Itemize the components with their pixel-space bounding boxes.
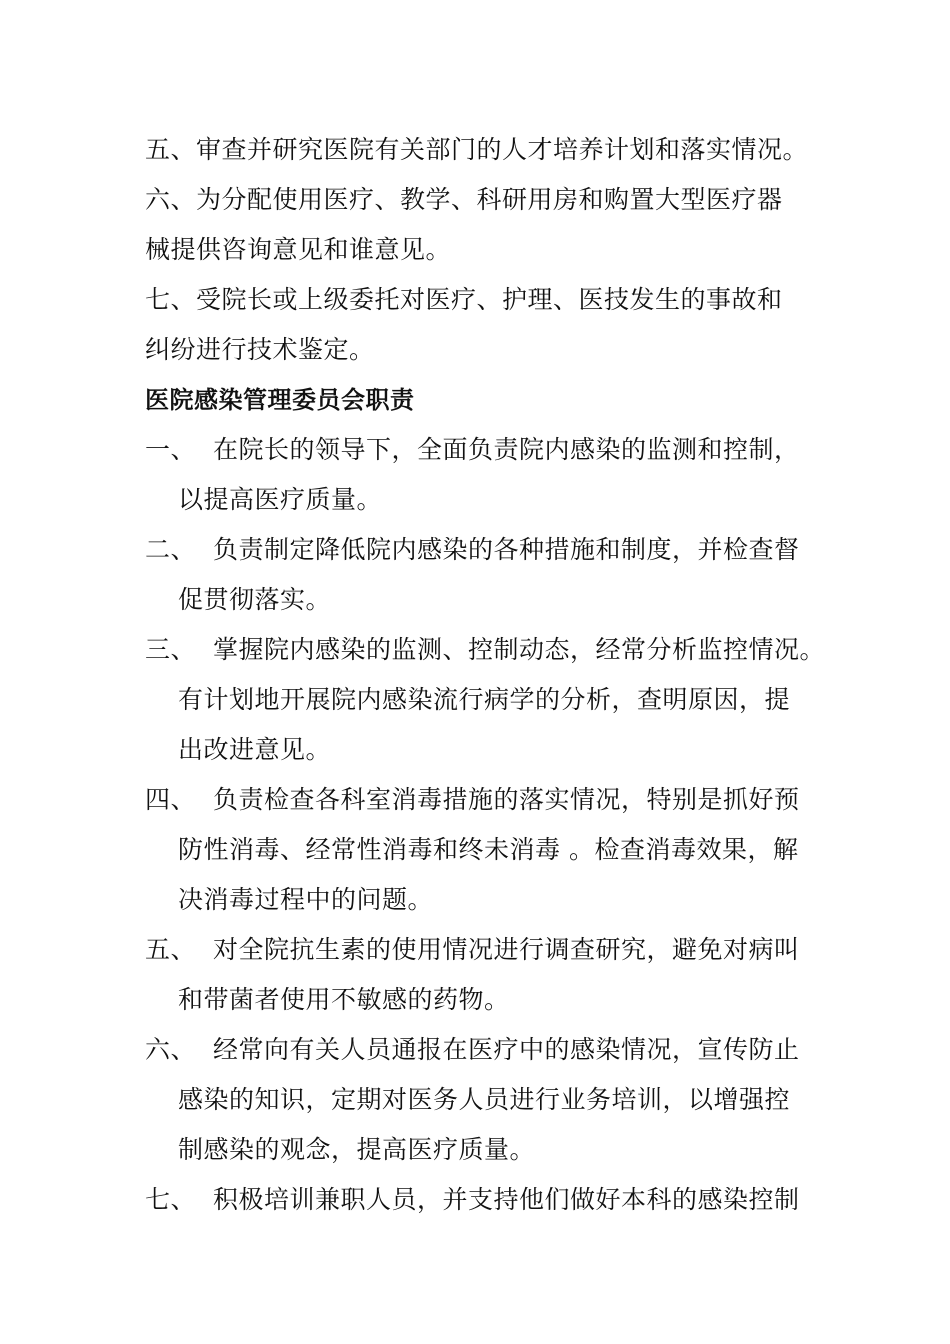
section-title: 医院感染管理委员会职责 [145, 386, 415, 414]
list-item-first-line [145, 934, 800, 966]
list-item-text: 对全院抗生素的使用情况进行调查研究，避免对病叫 [213, 935, 800, 964]
list-item-number: 三、 [145, 635, 197, 664]
list-item-continuation: 感染的知识，定期对医务人员进行业务培训，以增强控 [178, 1085, 791, 1114]
list-item-continuation: 制感染的观念，提高医疗质量。 [178, 1135, 536, 1164]
list-item-first-line [145, 634, 825, 666]
list-item-text: 掌握院内感染的监测、控制动态，经常分析监控情况。 [213, 635, 826, 664]
paragraph-line: 五、审查并研究医院有关部门的人才培养计划和落实情况。 [145, 135, 809, 164]
paragraph-line: 六、为分配使用医疗、教学、科研用房和购置大型医疗器 [145, 185, 783, 214]
list-item-number: 七、 [145, 1185, 197, 1214]
list-item-number: 四、 [145, 785, 197, 814]
list-item-number: 一、 [145, 435, 197, 464]
list-item-continuation: 和带菌者使用不敏感的药物。 [178, 985, 510, 1014]
paragraph-line: 纠纷进行技术鉴定。 [145, 335, 375, 364]
list-item-text: 负责制定降低院内感染的各种措施和制度，并检查督 [213, 535, 800, 564]
list-item-continuation: 以提高医疗质量。 [178, 485, 383, 514]
list-item-text: 负责检查各科室消毒措施的落实情况，特别是抓好预 [213, 785, 800, 814]
list-item-continuation: 防性消毒、经常性消毒和终未消毒 。检查消毒效果，解 [178, 835, 799, 864]
list-item-first-line [145, 1184, 800, 1216]
list-item-first-line [145, 434, 800, 466]
list-item-number: 六、 [145, 1035, 197, 1064]
paragraph-line: 七、受院长或上级委托对医疗、护理、医技发生的事故和 [145, 285, 783, 314]
list-item-continuation: 促贯彻落实。 [178, 585, 332, 614]
paragraph-line: 械提供咨询意见和谁意见。 [145, 235, 452, 264]
list-item-text: 经常向有关人员通报在医疗中的感染情况，宣传防止 [213, 1035, 800, 1064]
list-item-first-line [145, 784, 800, 816]
list-item-continuation: 出改进意见。 [178, 735, 332, 764]
list-item-number: 二、 [145, 535, 197, 564]
list-item-first-line [145, 1034, 800, 1066]
list-item-number: 五、 [145, 935, 197, 964]
list-item-continuation: 有计划地开展院内感染流行病学的分析，查明原因，提 [178, 685, 791, 714]
list-item-text: 积极培训兼职人员，并支持他们做好本科的感染控制 [213, 1185, 800, 1214]
list-item-continuation: 决消毒过程中的问题。 [178, 885, 434, 914]
list-item-first-line [145, 534, 800, 566]
list-item-text: 在院长的领导下，全面负责院内感染的监测和控制， [213, 435, 800, 464]
